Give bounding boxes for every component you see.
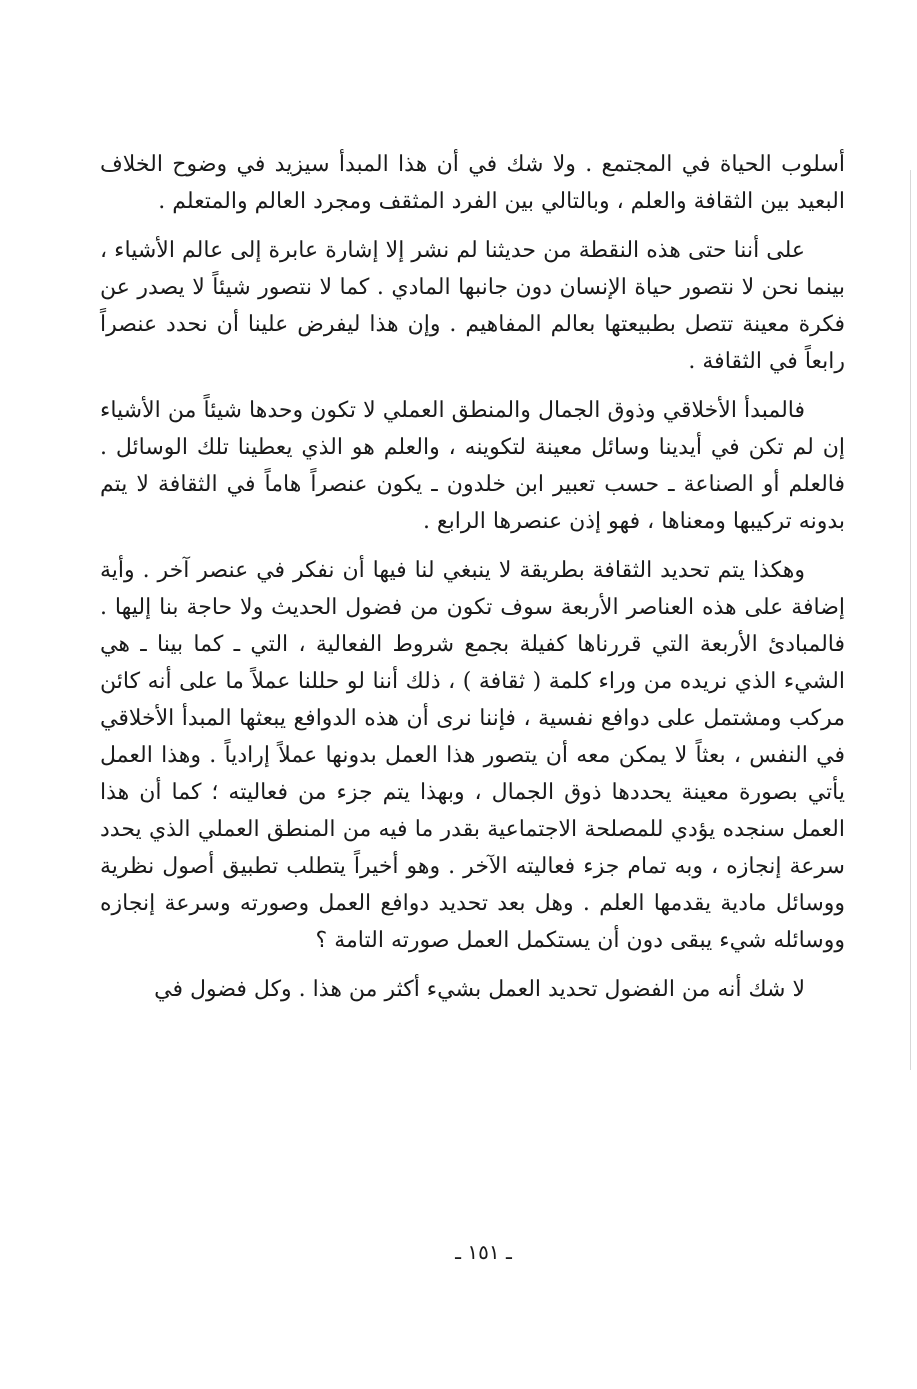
body-text: [100, 146, 845, 1020]
page-edge-shadow: [910, 170, 911, 1070]
paragraph-2: على أننا حتى هذه النقطة من حديثنا لم نشر إلا إشارة عابرة إلى عالم الأشياء ، بينما نحن لا نتصور حياة الإنسان دون جانبها المادي . كما لا نتصور شيئاً لا يصدر عن فكرة معينة تتصل بطبيعتها بعالم المفاهيم . وإن هذا ليفرض علينا أن نحدد عنصراً رابعاً في الثقافة .: [100, 238, 845, 374]
paragraph-3: فالمبدأ الأخلاقي وذوق الجمال والمنطق العملي لا تكون وحدها شيئاً من الأشياء إن لم تكن في أيدينا وسائل معينة لتكوينه ، والعلم هو الذي يعطينا تلك الوسائل . فالعلم أو الصناعة ـ حسب تعبير ابن خلدون ـ يكون عنصراً هاماً في الثقافة لا يتم بدونه تركيبها ومعناها ، فهو إذن عنصرها الرابع .: [100, 398, 845, 534]
paragraph-4: وهكذا يتم تحديد الثقافة بطريقة لا ينبغي لنا فيها أن نفكر في عنصر آخر . وأية إضافة على هذه العناصر الأربعة سوف تكون من فضول الحديث ولا حاجة بنا إليها . فالمبادئ الأربعة التي قررناها كفيلة بجمع شروط الفعالية ، التي ـ كما بينا ـ هي الشيء الذي نريده من وراء كلمة ( ثقافة ) ، ذلك أننا لو حللنا عملاً ما على أنه كائن مركب ومشتمل على دوافع نفسية ، فإننا نرى أن هذه الدوافع يبعثها المبدأ الأخلاقي في النفس ، بعثاً لا يمكن معه أن يتصور هذا العمل بدونها عملاً إرادياً . وهذا العمل يأتي بصورة معينة يحددها ذوق الجمال ، وبهذا يتم جزء من فعاليته ؛ كما أن هذا العمل سنجده يؤدي للمصلحة الاجتماعية بقدر ما فيه من المنطق العملي الذي يحدد سرعة إنجازه ، وبه تمام جزء فعاليته الآخر . وهو أخيراً يتطلب تطبيق أصول نظرية ووسائل مادية يقدمها العلم . وهل بعد تحديد دوافع العمل وصورته وسرعة إنجازه ووسائله شيء يبقى دون أن يستكمل العمل صورته التامة ؟: [100, 558, 845, 953]
page-number: ـ ١٥١ ـ: [455, 1240, 512, 1264]
paragraph-1: أسلوب الحياة في المجتمع . ولا شك في أن هذا المبدأ سيزيد في وضوح الخلاف البعيد بين الثقافة والعلم ، وبالتالي بين الفرد المثقف ومجرد العالم والمتعلم .: [100, 152, 845, 214]
paragraph-5: لا شك أنه من الفضول تحديد العمل بشيء أكثر من هذا . وكل فضول في: [154, 977, 805, 1002]
